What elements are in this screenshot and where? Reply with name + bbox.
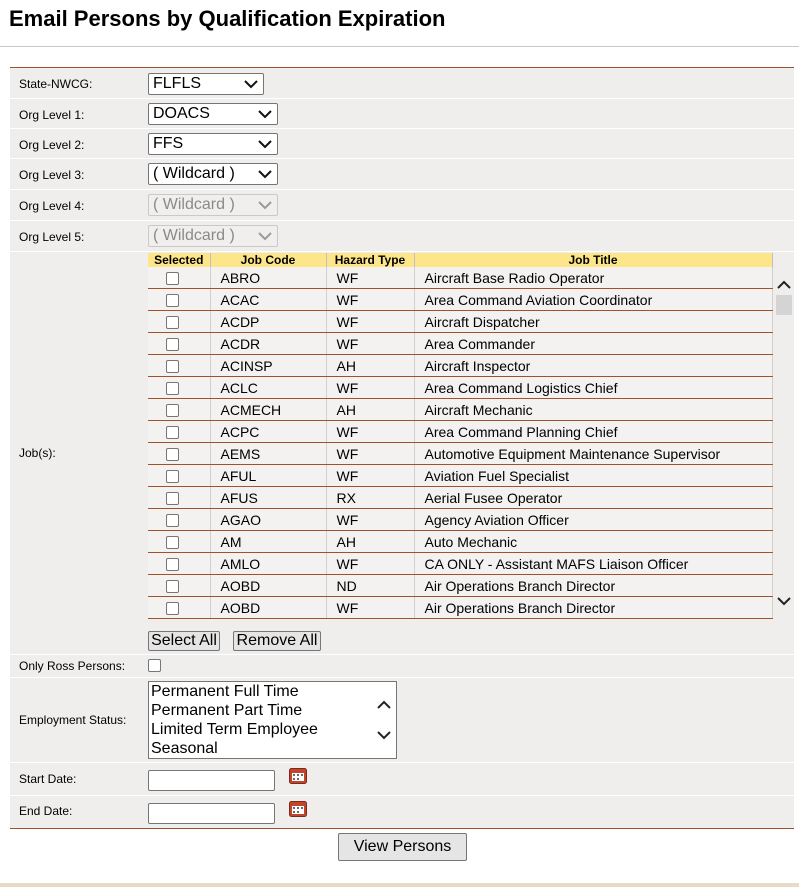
job-select-checkbox[interactable] [166,558,179,571]
job-row[interactable] [148,311,772,333]
org-level-2-select[interactable] [148,133,278,155]
remove-all-button[interactable]: Remove All [233,631,321,651]
job-hazard-type: WF [326,289,414,311]
job-select-cell [148,553,210,575]
job-row[interactable] [148,487,772,509]
job-select-cell [148,575,210,597]
job-hazard-type: WF [326,597,414,619]
job-code: AEMS [210,443,326,465]
job-title: Auto Mechanic [414,531,772,553]
job-select-cell [148,509,210,531]
search-form [10,67,794,829]
job-hazard-type: WF [326,377,414,399]
job-row[interactable] [148,465,772,487]
job-hazard-type: WF [326,421,414,443]
job-row[interactable] [148,289,772,311]
listbox-scroll-icon[interactable] [376,698,392,742]
job-select-cell [148,311,210,333]
scroll-thumb [776,295,792,315]
job-code: ACINSP [210,355,326,377]
job-select-checkbox[interactable] [166,426,179,439]
jobs-table [148,253,773,619]
job-row[interactable] [148,443,772,465]
job-select-cell [148,355,210,377]
job-code: ABRO [210,267,326,289]
col-hazard-type: Hazard Type [326,253,414,267]
job-select-cell [148,421,210,443]
job-select-checkbox[interactable] [166,360,179,373]
scroll-up-icon [778,282,790,288]
job-title: Area Command Planning Chief [414,421,772,443]
job-title: Agency Aviation Officer [414,509,772,531]
org-level-2-row [10,129,794,159]
job-row[interactable] [148,399,772,421]
job-select-checkbox[interactable] [166,514,179,527]
job-code: AFUL [210,465,326,487]
employment-label: Employment Status: [19,713,127,727]
start-date-label: Start Date: [19,772,77,786]
job-hazard-type: WF [326,333,414,355]
jobs-header-row [148,253,772,267]
org-level-5-row [10,221,794,252]
jobs-grid [148,253,798,629]
job-select-cell [148,399,210,421]
employment-option[interactable]: Permanent Full Time [151,683,299,700]
footer-divider [0,883,799,887]
job-select-checkbox[interactable] [166,272,179,285]
job-select-cell [148,487,210,509]
job-select-checkbox[interactable] [166,404,179,417]
start-date-input[interactable] [148,770,275,791]
job-row[interactable] [148,531,772,553]
job-select-checkbox[interactable] [166,338,179,351]
job-hazard-type: AH [326,531,414,553]
org-level-2-label: Org Level 2: [19,138,85,152]
ross-label: Only Ross Persons: [19,659,126,673]
state-value: FLFLS [153,75,202,92]
org-level-3-value: ( Wildcard ) [153,165,235,182]
chevron-down-icon [257,168,273,180]
end-date-label: End Date: [19,804,73,818]
job-hazard-type: ND [326,575,414,597]
job-hazard-type: WF [326,311,414,333]
job-row[interactable] [148,377,772,399]
chevron-down-icon [257,108,273,120]
job-row[interactable] [148,267,772,289]
job-select-checkbox[interactable] [166,316,179,329]
job-hazard-type: WF [326,267,414,289]
job-code: AGAO [210,509,326,531]
job-select-checkbox[interactable] [166,492,179,505]
job-select-checkbox[interactable] [166,602,179,615]
job-row[interactable] [148,509,772,531]
end-date-input[interactable] [148,803,275,824]
ross-checkbox[interactable] [148,659,161,672]
job-select-cell [148,531,210,553]
job-hazard-type: AH [326,399,414,421]
ross-row [10,655,794,678]
job-hazard-type: RX [326,487,414,509]
org-level-4-select[interactable] [148,194,278,216]
end-date-row [10,796,794,827]
jobs-scrollbar[interactable] [774,270,794,628]
job-code: ACMECH [210,399,326,421]
job-title: Air Operations Branch Director [414,597,772,619]
col-selected: Selected [148,253,210,267]
job-code: ACDP [210,311,326,333]
job-code: ACDR [210,333,326,355]
org-level-4-label: Org Level 4: [19,199,85,213]
select-all-button[interactable]: Select All [148,631,220,651]
org-level-1-row [10,99,794,129]
org-level-3-select[interactable] [148,163,278,185]
job-title: Automotive Equipment Maintenance Supervisor [414,443,772,465]
job-row[interactable] [148,355,772,377]
start-date-row [10,763,794,796]
job-title: Area Command Aviation Coordinator [414,289,772,311]
org-level-1-value: DOACS [153,105,210,122]
job-hazard-type: AH [326,355,414,377]
job-hazard-type: WF [326,443,414,465]
job-hazard-type: WF [326,465,414,487]
calendar-icon[interactable] [289,801,307,817]
job-select-checkbox[interactable] [166,382,179,395]
job-title: Area Commander [414,333,772,355]
job-title: Air Operations Branch Director [414,575,772,597]
job-code: ACAC [210,289,326,311]
job-select-checkbox[interactable] [166,448,179,461]
state-label: State-NWCG: [19,77,93,91]
job-select-checkbox[interactable] [166,580,179,593]
job-select-cell [148,443,210,465]
org-level-1-select[interactable] [148,103,278,125]
job-row[interactable] [148,575,772,597]
job-row[interactable] [148,421,772,443]
chevron-down-icon [257,138,273,150]
job-code: AOBD [210,597,326,619]
col-job-code: Job Code [210,253,326,267]
job-select-cell [148,377,210,399]
job-title: Aerial Fusee Operator [414,487,772,509]
org-level-5-value: ( Wildcard ) [153,227,235,244]
org-level-3-row [10,159,794,190]
org-level-5-label: Org Level 5: [19,230,85,244]
chevron-down-icon [243,78,259,90]
org-level-2-value: FFS [153,135,184,152]
job-hazard-type: WF [326,553,414,575]
scroll-down-icon [778,598,790,604]
chevron-down-icon [257,230,273,242]
org-level-3-label: Org Level 3: [19,168,85,182]
job-code: AMLO [210,553,326,575]
jobs-label: Job(s): [19,446,56,460]
job-code: ACLC [210,377,326,399]
job-code: AOBD [210,575,326,597]
view-persons-button[interactable]: View Persons [338,833,467,861]
job-code: AM [210,531,326,553]
page-title: Email Persons by Qualification Expiration [9,6,446,31]
job-title: Aviation Fuel Specialist [414,465,772,487]
job-title: Aircraft Base Radio Operator [414,267,772,289]
job-title: Aircraft Dispatcher [414,311,772,333]
org-level-4-row [10,190,794,221]
job-select-checkbox[interactable] [166,294,179,307]
job-row[interactable] [148,553,772,575]
job-select-checkbox[interactable] [166,536,179,549]
employment-listbox[interactable] [148,681,397,759]
job-select-cell [148,289,210,311]
employment-option[interactable]: Seasonal [151,740,218,757]
org-level-5-select[interactable] [148,225,278,247]
org-level-1-label: Org Level 1: [19,108,85,122]
employment-option[interactable]: Permanent Part Time [151,702,303,719]
job-select-checkbox[interactable] [166,470,179,483]
employment-option[interactable]: Limited Term Employee [151,721,318,738]
job-select-cell [148,465,210,487]
job-select-cell [148,267,210,289]
state-select[interactable] [148,73,264,95]
job-hazard-type: WF [326,509,414,531]
job-select-cell [148,333,210,355]
col-job-title: Job Title [414,253,772,267]
calendar-icon[interactable] [289,768,307,784]
job-code: AFUS [210,487,326,509]
chevron-down-icon [257,199,273,211]
job-row[interactable] [148,597,772,619]
job-title: CA ONLY - Assistant MAFS Liaison Officer [414,553,772,575]
job-code: ACPC [210,421,326,443]
state-row [10,68,794,99]
job-title: Area Command Logistics Chief [414,377,772,399]
job-select-cell [148,597,210,619]
job-row[interactable] [148,333,772,355]
job-title: Aircraft Mechanic [414,399,772,421]
org-level-4-value: ( Wildcard ) [153,196,235,213]
job-title: Aircraft Inspector [414,355,772,377]
title-divider [0,46,799,47]
employment-row [10,678,794,763]
